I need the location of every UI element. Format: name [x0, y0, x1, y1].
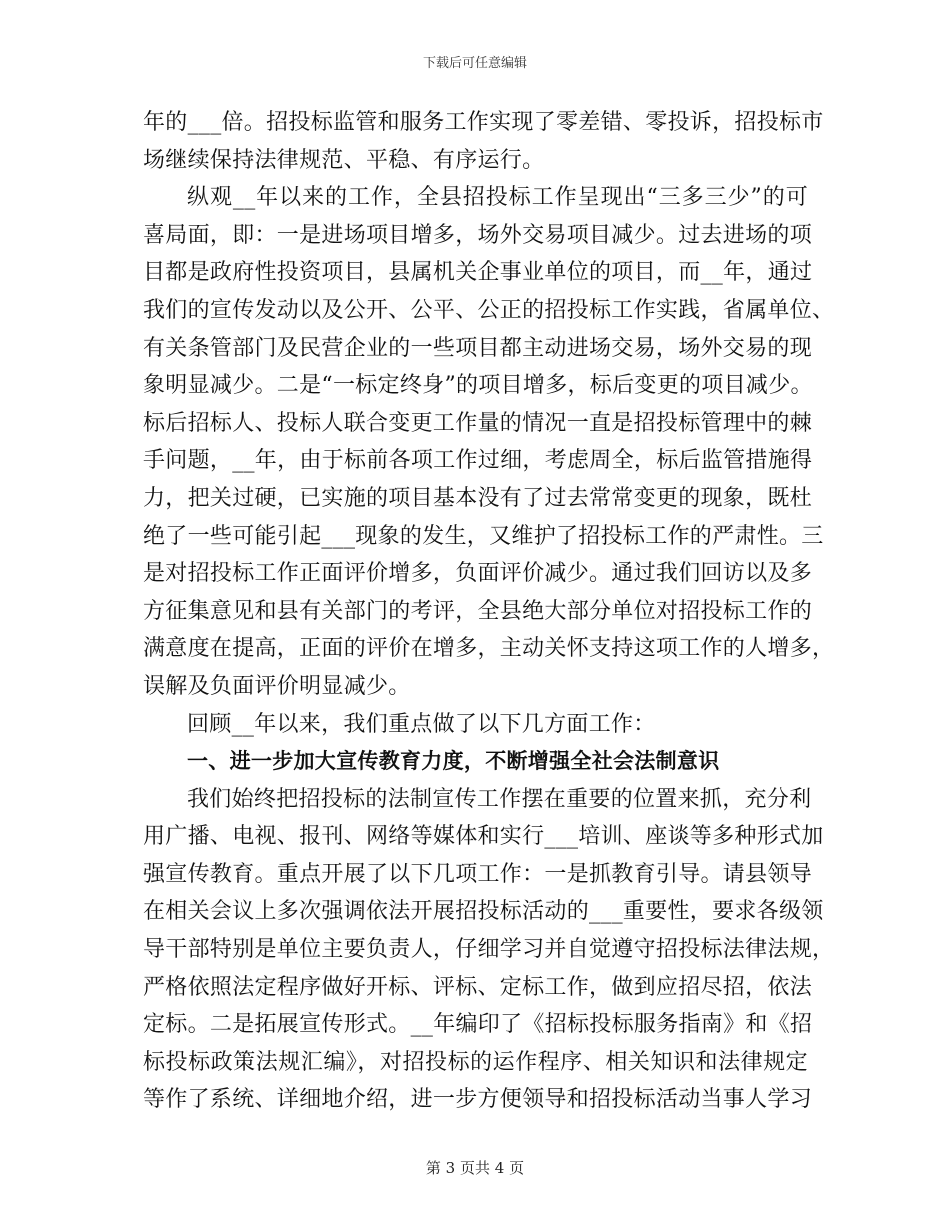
text-line: 等作了系统、详细地介绍，进一步方便领导和招投标活动当事人学习	[143, 1087, 813, 1113]
paragraph-first-line: 我们始终把招投标的法制宣传工作摆在重要的位置来抓，充分利	[187, 786, 812, 812]
text-line: 场继续保持法律规范、平稳、有序运行。	[143, 147, 545, 173]
text-line: 标后招标人、投标人联合变更工作量的情况一直是招投标管理中的棘	[143, 410, 813, 436]
text-line: 导干部特别是单位主要负责人，仔细学习并自觉遵守招投标法律法规，	[143, 937, 835, 963]
text-line: 定标。二是拓展宣传形式。__年编印了《招标投标服务指南》和《招	[143, 1012, 813, 1038]
text-line: 绝了一些可能引起___现象的发生，又维护了招投标工作的严肃性。三	[143, 523, 824, 549]
text-line: 严格依照法定程序做好开标、评标、定标工作，做到应招尽招，依法	[143, 974, 813, 1000]
text-line: 是对招投标工作正面评价增多，负面评价减少。通过我们回访以及多	[143, 561, 813, 587]
text-line: 在相关会议上多次强调依法开展招投标活动的___重要性，要求各级领	[143, 899, 824, 925]
text-line: 手问题，__年，由于标前各项工作过细，考虑周全，标后监管措施得	[143, 448, 813, 474]
text-line: 年的___倍。招投标监管和服务工作实现了零差错、零投诉，招投标市	[143, 110, 824, 135]
text-line: 象明显减少。二是“一标定终身”的项目增多，标后变更的项目减少。	[143, 373, 813, 399]
paragraph-first-line: 纵观__年以来的工作，全县招投标工作呈现出“三多三少”的可	[187, 185, 808, 211]
text-line: 强宣传教育。重点开展了以下几项工作：一是抓教育引导。请县领导	[143, 861, 813, 887]
text-line: 我们的宣传发动以及公开、公平、公正的招投标工作实践，省属单位、	[143, 297, 835, 323]
paragraph-first-line: 回顾__年以来，我们重点做了以下几方面工作：	[187, 711, 656, 737]
text-line: 喜局面，即：一是进场项目增多，场外交易项目减少。过去进场的项	[143, 222, 813, 248]
section-heading: 一、进一步加大宣传教育力度，不断增强全社会法制意识	[187, 749, 720, 774]
text-line: 有关条管部门及民营企业的一些项目都主动进场交易，场外交易的现	[143, 335, 813, 361]
text-line: 误解及负面评价明显减少。	[143, 673, 411, 699]
text-line: 力，把关过硬，已实施的项目基本没有了过去常常变更的现象，既杜	[143, 485, 813, 511]
page-footer: 第 3 页共 4 页	[425, 1159, 525, 1177]
text-line: 满意度在提高，正面的评价在增多，主动关怀支持这项工作的人增多，	[143, 636, 835, 662]
text-line: 用广播、电视、报刊、网络等媒体和实行___培训、座谈等多种形式加	[143, 824, 824, 850]
text-line: 方征集意见和县有关部门的考评，全县绝大部分单位对招投标工作的	[143, 598, 813, 624]
page-header: 下载后可任意编辑	[422, 56, 527, 71]
document-body	[143, 104, 835, 1119]
text-line: 目都是政府性投资项目，县属机关企事业单位的项目，而__年，通过	[143, 260, 813, 286]
text-line: 标投标政策法规汇编》，对招投标的运作程序、相关知识和法律规定	[143, 1049, 808, 1075]
